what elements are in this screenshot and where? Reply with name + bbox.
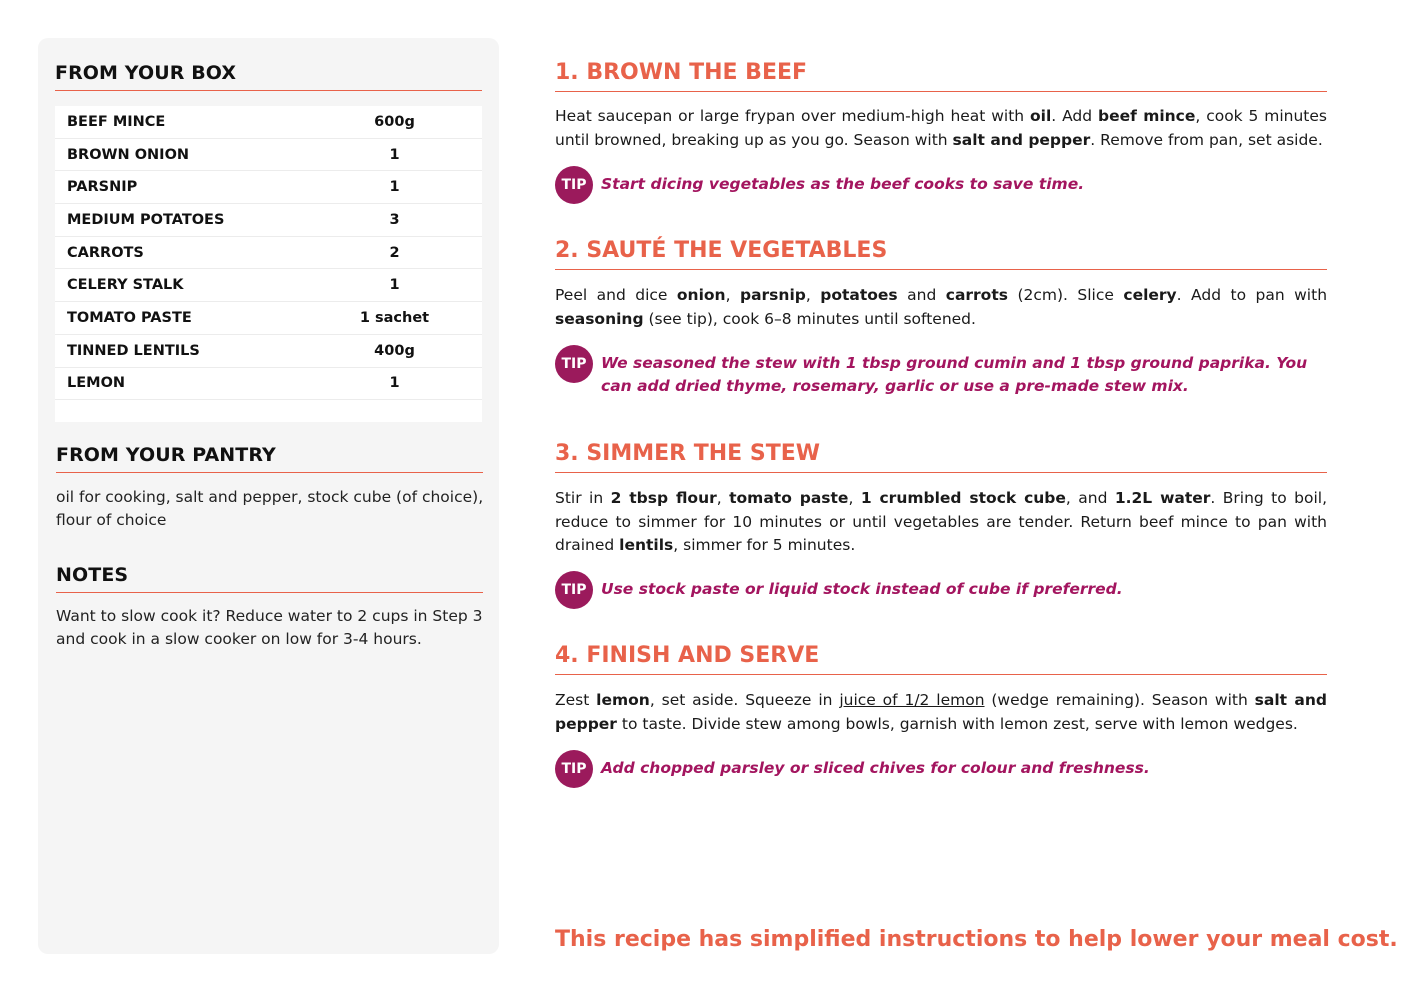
ingredient-qty: 1 — [389, 179, 400, 196]
tip — [555, 345, 1327, 398]
tip-text: Add chopped parsley or sliced chives for colour and freshness. — [601, 759, 1150, 777]
ingredient-qty: 1 — [389, 146, 400, 163]
text-run: . Add to pan with — [1176, 286, 1328, 304]
ingredient-qty: 3 — [389, 211, 400, 228]
step-body — [555, 487, 1327, 558]
pantry-heading: FROM YOUR PANTRY — [56, 444, 483, 473]
ingredient-row — [55, 204, 482, 237]
ingredient-name: CARROTS — [67, 244, 144, 261]
ingredient-row — [55, 335, 482, 368]
text-run: , simmer for 5 minutes. — [673, 536, 856, 554]
ingredient-name: PARSNIP — [67, 179, 138, 196]
bold-term: 1 crumbled stock cube — [860, 489, 1066, 507]
text-run: , — [805, 286, 821, 304]
bold-term: tomato paste — [729, 489, 849, 507]
ingredient-row — [55, 368, 482, 401]
tip-badge: TIP — [555, 166, 593, 204]
tip — [555, 750, 1327, 788]
text-run: , set aside. Squeeze in — [649, 691, 840, 709]
ingredients-panel — [38, 38, 499, 954]
bold-term: beef mince — [1097, 107, 1196, 125]
text-run: , and — [1065, 489, 1115, 507]
ingredient-name: LEMON — [67, 375, 126, 392]
pantry-text: oil for cooking, salt and pepper, stock cube (of choice), flour of choice — [56, 488, 484, 529]
notes-heading: NOTES — [56, 564, 483, 593]
text-run: . Remove from pan, set aside. — [1090, 130, 1323, 149]
ingredient-name: MEDIUM POTATOES — [67, 211, 225, 228]
tip-text: Start dicing vegetables as the beef cooks to save time. — [601, 175, 1085, 193]
text-run: , cook 5 minutes until browned, breaking up as you go. Season with — [555, 107, 1328, 149]
text-run: . Bring to boil, reduce to simmer for 10 minutes or until vegetables are tender. Return beef mince to pan with drained — [555, 489, 1328, 554]
ingredient-name: CELERY STALK — [67, 277, 184, 294]
text-run: . Add — [1051, 107, 1098, 125]
ingredient-row — [55, 171, 482, 204]
step-body — [555, 689, 1327, 736]
ingredient-name: TINNED LENTILS — [67, 342, 200, 359]
text-run: and — [897, 286, 946, 304]
text-run: , — [716, 489, 730, 507]
bold-term: carrots — [945, 286, 1008, 304]
text-run: Peel and dice — [555, 286, 677, 304]
ingredient-row — [55, 139, 482, 172]
ingredients-table — [55, 106, 482, 422]
ingredient-row — [55, 237, 482, 270]
bold-term: oil — [1030, 107, 1052, 125]
ingredient-qty: 400g — [374, 342, 415, 359]
ingredient-name: BEEF MINCE — [67, 113, 166, 130]
text-run: (2cm). Slice — [1007, 286, 1124, 304]
ingredient-qty: 1 — [389, 277, 400, 294]
tip-text: Use stock paste or liquid stock instead of cube if preferred. — [601, 580, 1123, 598]
ingredient-row — [55, 302, 482, 335]
bold-term: potatoes — [820, 286, 898, 304]
ingredient-row — [55, 106, 482, 139]
bold-term: 1.2L water — [1114, 489, 1211, 507]
tip-badge: TIP — [555, 345, 593, 383]
tip-text: We seasoned the stew with 1 tbsp ground cumin and 1 tbsp ground paprika. You can add dried thyme, rosemary, garlic or use a pre-made stew mix. — [601, 354, 1308, 395]
notes-text: Want to slow cook it? Reduce water to 2 cups in Step 3 and cook in a slow cooker on low for 3-4 hours. — [56, 607, 483, 648]
tip — [555, 166, 1327, 204]
bold-term: 2 tbsp flour — [610, 489, 717, 507]
text-run: (wedge remaining). Season with — [984, 691, 1255, 709]
tip-badge: TIP — [555, 750, 593, 788]
text-run: Heat saucepan or large frypan over medium-high heat with — [555, 107, 1031, 125]
step-title: 4. FINISH AND SERVE — [555, 643, 1327, 675]
text-run: to taste. Divide stew among bowls, garnish with lemon zest, serve with lemon wedges. — [616, 714, 1298, 733]
step-title: 1. BROWN THE BEEF — [555, 60, 1327, 92]
box-heading: FROM YOUR BOX — [55, 62, 482, 91]
bold-term: celery — [1123, 286, 1177, 304]
footer-note: This recipe has simplified instructions to help lower your meal cost. — [555, 927, 1398, 952]
ingredient-row — [55, 269, 482, 302]
ingredient-qty: 1 — [389, 375, 400, 392]
bold-term: salt and pepper — [952, 130, 1091, 149]
bold-term: onion — [676, 286, 726, 304]
bold-term: lemon — [596, 691, 650, 709]
ingredient-qty: 600g — [374, 113, 415, 130]
step-body — [555, 105, 1327, 152]
tip — [555, 571, 1327, 609]
step-title: 3. SIMMER THE STEW — [555, 441, 1327, 473]
text-run: Zest — [555, 691, 597, 709]
text-run: Stir in — [555, 489, 611, 507]
underlined-term: juice of 1/2 lemon — [839, 691, 985, 709]
text-run: (see tip), cook 6–8 minutes until softened. — [643, 309, 976, 328]
text-run: , — [848, 489, 861, 507]
ingredient-qty: 2 — [389, 244, 400, 261]
bold-term: salt and pepper — [555, 691, 1327, 733]
ingredient-name: BROWN ONION — [67, 146, 190, 163]
tip-badge: TIP — [555, 571, 593, 609]
step-body — [555, 284, 1327, 331]
bold-term: parsnip — [739, 286, 806, 304]
bold-term: seasoning — [555, 309, 644, 328]
ingredient-qty: 1 sachet — [359, 309, 430, 326]
text-run: , — [725, 286, 740, 304]
ingredient-name: TOMATO PASTE — [67, 309, 192, 326]
bold-term: lentils — [619, 536, 674, 554]
step-title: 2. SAUTÉ THE VEGETABLES — [555, 238, 1327, 270]
